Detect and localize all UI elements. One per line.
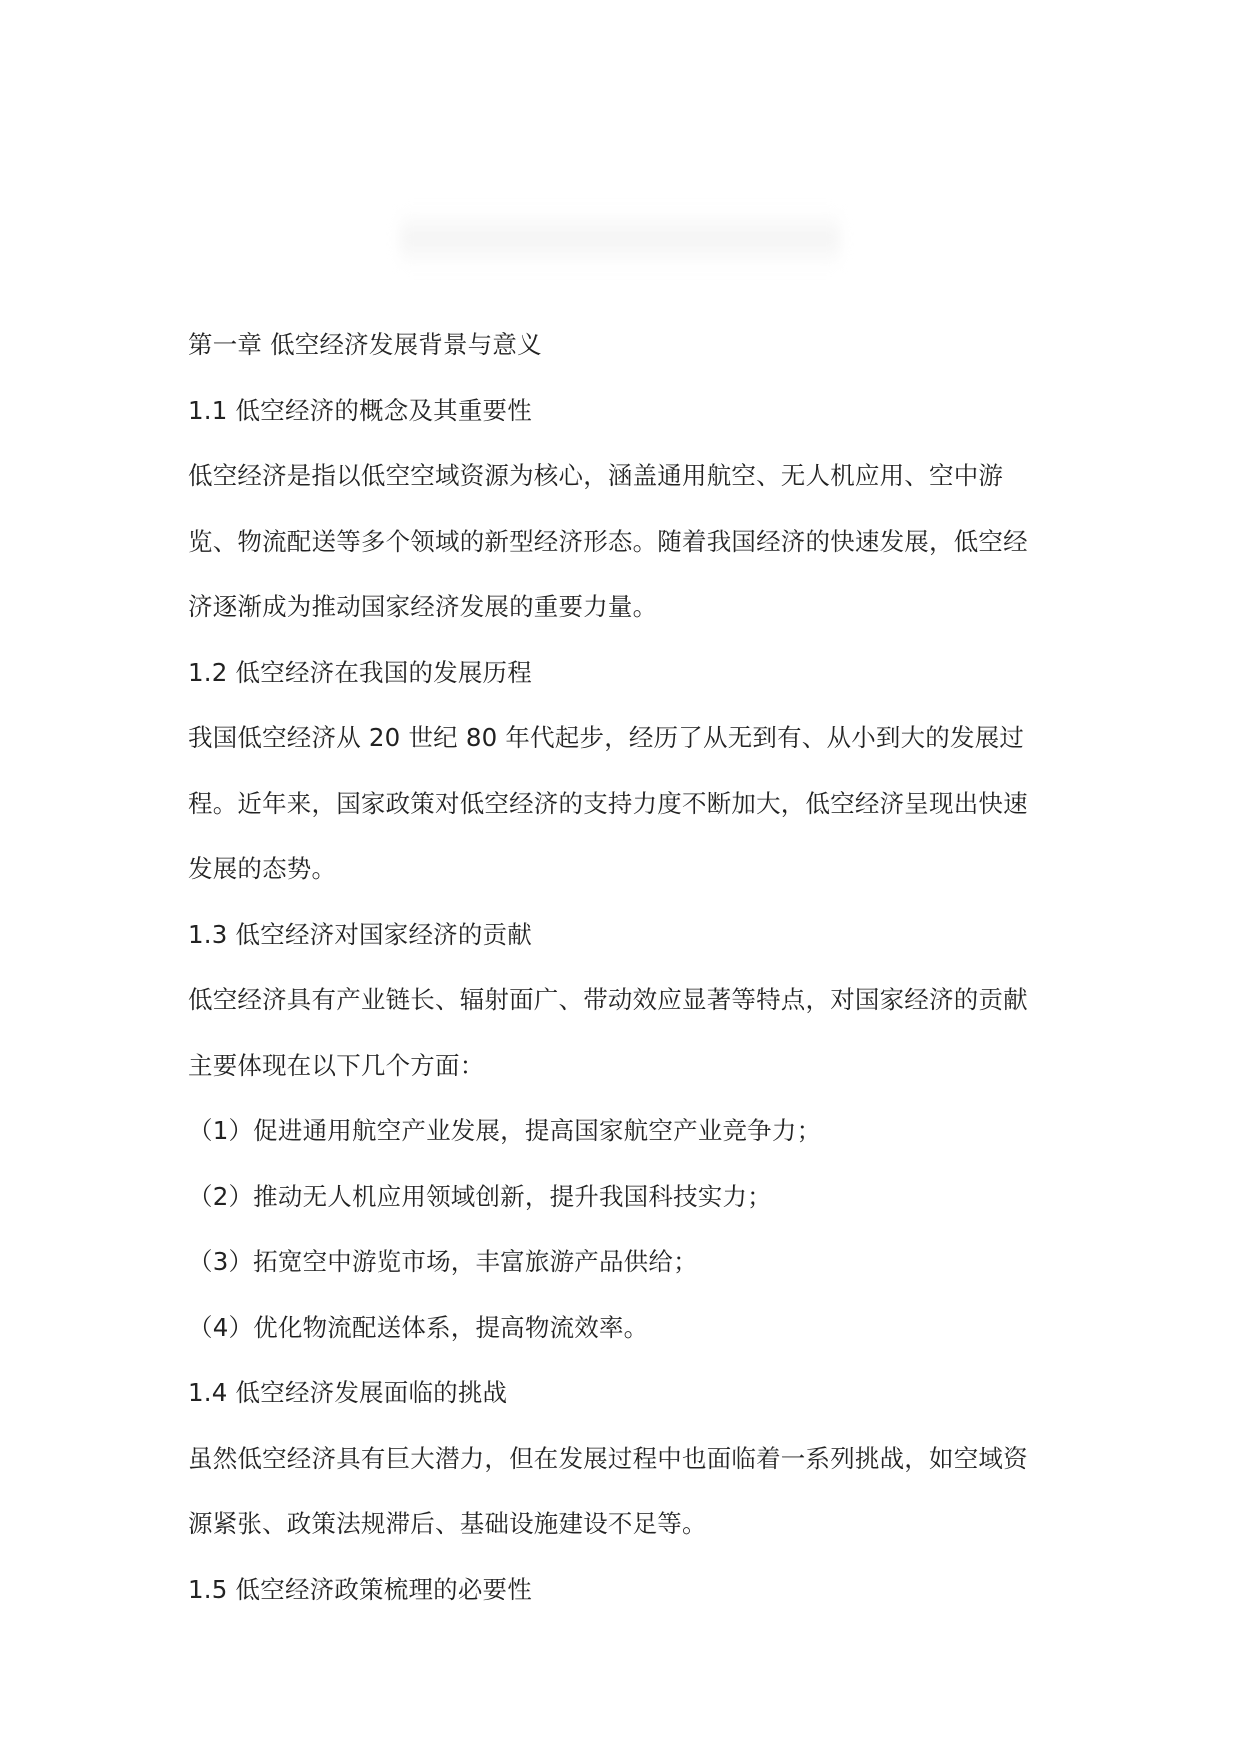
- paragraph-line: 览、物流配送等多个领域的新型经济形态。随着我国经济的快速发展，低空经: [188, 526, 1028, 556]
- list-item: （4）优化物流配送体系，提高物流效率。: [188, 1312, 649, 1342]
- paragraph-line: 主要体现在以下几个方面：: [188, 1050, 485, 1080]
- list-item: （3）拓宽空中游览市场，丰富旅游产品供给；: [188, 1247, 698, 1276]
- paragraph-line: 发展的态势。: [188, 854, 337, 883]
- document-body: [188, 312, 1058, 1622]
- paragraph-line: 我国低空经济从 20 世纪 80 年代起步，经历了从无到有、从小到大的发展过: [188, 723, 1025, 752]
- section-heading: 1.3 低空经济对国家经济的贡献: [188, 919, 532, 949]
- paragraph-line: 虽然低空经济具有巨大潜力，但在发展过程中也面临着一系列挑战，如空域资: [188, 1443, 1028, 1473]
- list-item: （1）促进通用航空产业发展，提高国家航空产业竞争力；: [188, 1116, 822, 1145]
- chapter-title: 第一章 低空经济发展背景与意义: [188, 330, 542, 359]
- section-heading: 1.5 低空经济政策梳理的必要性: [188, 1574, 532, 1604]
- paragraph-line: 济逐渐成为推动国家经济发展的重要力量。: [188, 592, 658, 621]
- paragraph-line: 程。近年来，国家政策对低空经济的支持力度不断加大，低空经济呈现出快速: [188, 788, 1028, 818]
- paragraph-line: 低空经济具有产业链长、辐射面广、带动效应显著等特点，对国家经济的贡献: [188, 985, 1028, 1014]
- list-item: （2）推动无人机应用领域创新，提升我国科技实力；: [188, 1181, 772, 1211]
- faded-title-area: [400, 208, 840, 270]
- section-heading: 1.2 低空经济在我国的发展历程: [188, 657, 532, 687]
- section-heading: 1.4 低空经济发展面临的挑战: [188, 1378, 508, 1407]
- paragraph-line: 源紧张、政策法规滞后、基础设施建设不足等。: [188, 1509, 707, 1538]
- section-heading: 1.1 低空经济的概念及其重要性: [188, 395, 532, 425]
- paragraph-line: 低空经济是指以低空空域资源为核心，涵盖通用航空、无人机应用、空中游: [188, 461, 1004, 490]
